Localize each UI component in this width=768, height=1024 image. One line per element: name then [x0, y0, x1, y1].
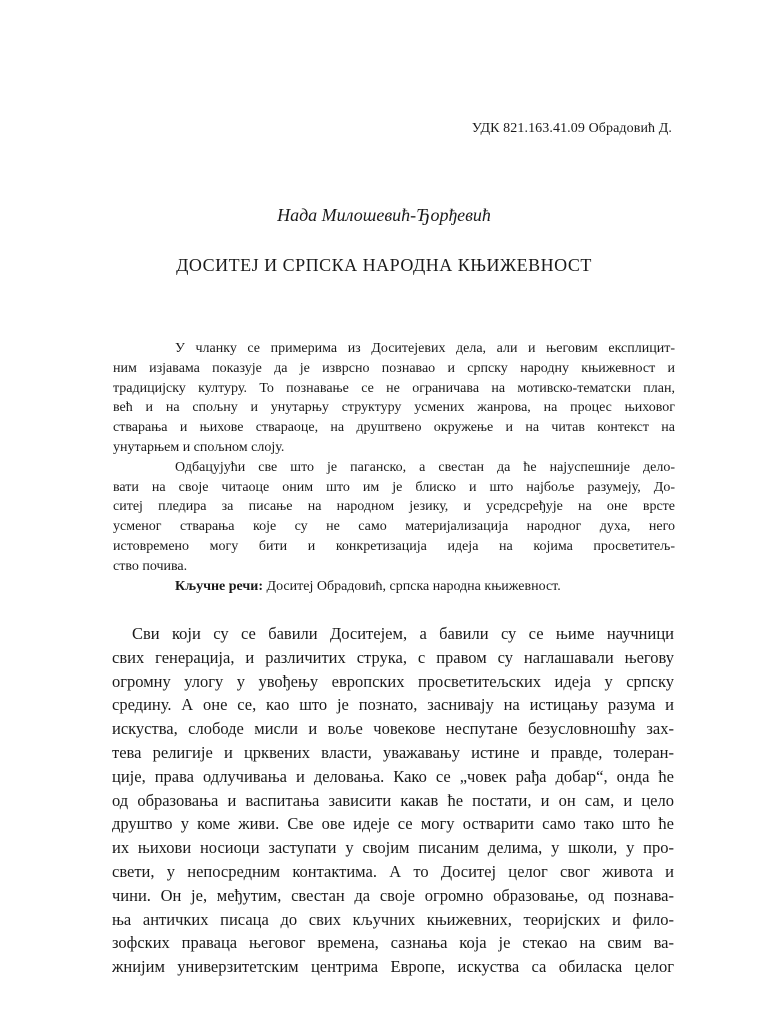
article-title: ДОСИТЕЈ И СРПСКА НАРОДНА КЊИЖЕВНОСТ: [176, 255, 592, 275]
body-line: искуства, слободе мисли и воље човекове неспутане безусловношћу зах-: [112, 719, 674, 739]
body-line: их њихови носиоци заступати у својим писаним делима, у школи, у про-: [112, 838, 674, 858]
keywords-line: [113, 577, 675, 597]
author-name: Нада Милошевић-Ђорђевић: [277, 205, 491, 225]
body-line: од образовања и васпитања зависити какав ће постати, и он сам, и цело: [112, 790, 674, 810]
abstract-line: ситеј пледира за писање на народном језику, и усредсређује на оне врсте: [113, 499, 675, 515]
body-line: зофских праваца његовог времена, сазнања која је стекао на свим ва-: [112, 933, 674, 953]
body-line: Сви који су се бавили Доситејем, а бавили су се њиме научници: [132, 624, 674, 643]
abstract-line: У чланку се примерима из Доситејевих дела, али и његовим експлицит-: [175, 341, 675, 356]
body-line: тева религије и црквених власти, уважавању истине и правде, толеран-: [112, 742, 674, 762]
abstract-line: истовремено могу бити и конкретизација идеја на којима просветитељ-: [113, 538, 675, 554]
abstract-line: ним изјавама показује да је изврсно познавао и српску народну књижевност и: [113, 360, 675, 376]
body-line: огромну улогу у увођењу европских просветитељских идеја у српску: [112, 671, 674, 691]
abstract: [113, 339, 675, 596]
abstract-line: унутарњем и спољном слоју.: [113, 439, 285, 455]
body-line: друштво у коме живи. Све ове идеје се могу остварити само тако што ће: [112, 814, 674, 834]
abstract-line: већ и на спољну и унутарњу структуру усмених жанрова, на процес њиховог: [113, 400, 675, 416]
keywords-label: Кључне речи:: [175, 578, 264, 594]
body-line: чини. Он је, међутим, свестан да своје огромно образовање, од познава-: [112, 885, 674, 905]
abstract-line: традицијску културу. То познавање се не ограничава на мотивско-тематски план,: [113, 380, 675, 396]
udk-code: УДК 821.163.41.09 Обрадовић Д.: [471, 121, 672, 136]
body-text: [112, 622, 674, 979]
abstract-line: вати на своје читаоце оним што им је блиско и што најбоље разумеју, До-: [113, 479, 675, 495]
abstract-line: усменог стварања које су не само материјализација народног духа, него: [113, 519, 675, 535]
abstract-line: стварања и њихове ствараоце, на друштвено окружење и на читав контекст на: [113, 420, 675, 436]
body-line: свих генерација, и различитих струка, с правом су наглашавали његову: [112, 647, 674, 667]
keywords-text: Доситеј Обрадовић, српска народна књижевност.: [263, 578, 561, 594]
abstract-line: Одбацујући све што је паганско, а свестан да ће најуспешније дело-: [175, 459, 675, 475]
body-line: средину. А оне се, као што је познато, заснивају на истицању разума и: [112, 695, 674, 715]
body-line: ције, права одлучивања и деловања. Како се „човек рађа добар“, онда ће: [112, 766, 674, 786]
body-line: ња античких писаца до свих кључних књижевних, теоријских и фило-: [112, 909, 674, 929]
body-line: жнијим универзитетским центрима Европе, искуства са обиласка целог: [112, 957, 674, 977]
body-line: свети, у непосредним контактима. А то Доситеј целог свог живота и: [112, 861, 674, 881]
abstract-line: ство почива.: [113, 558, 188, 574]
